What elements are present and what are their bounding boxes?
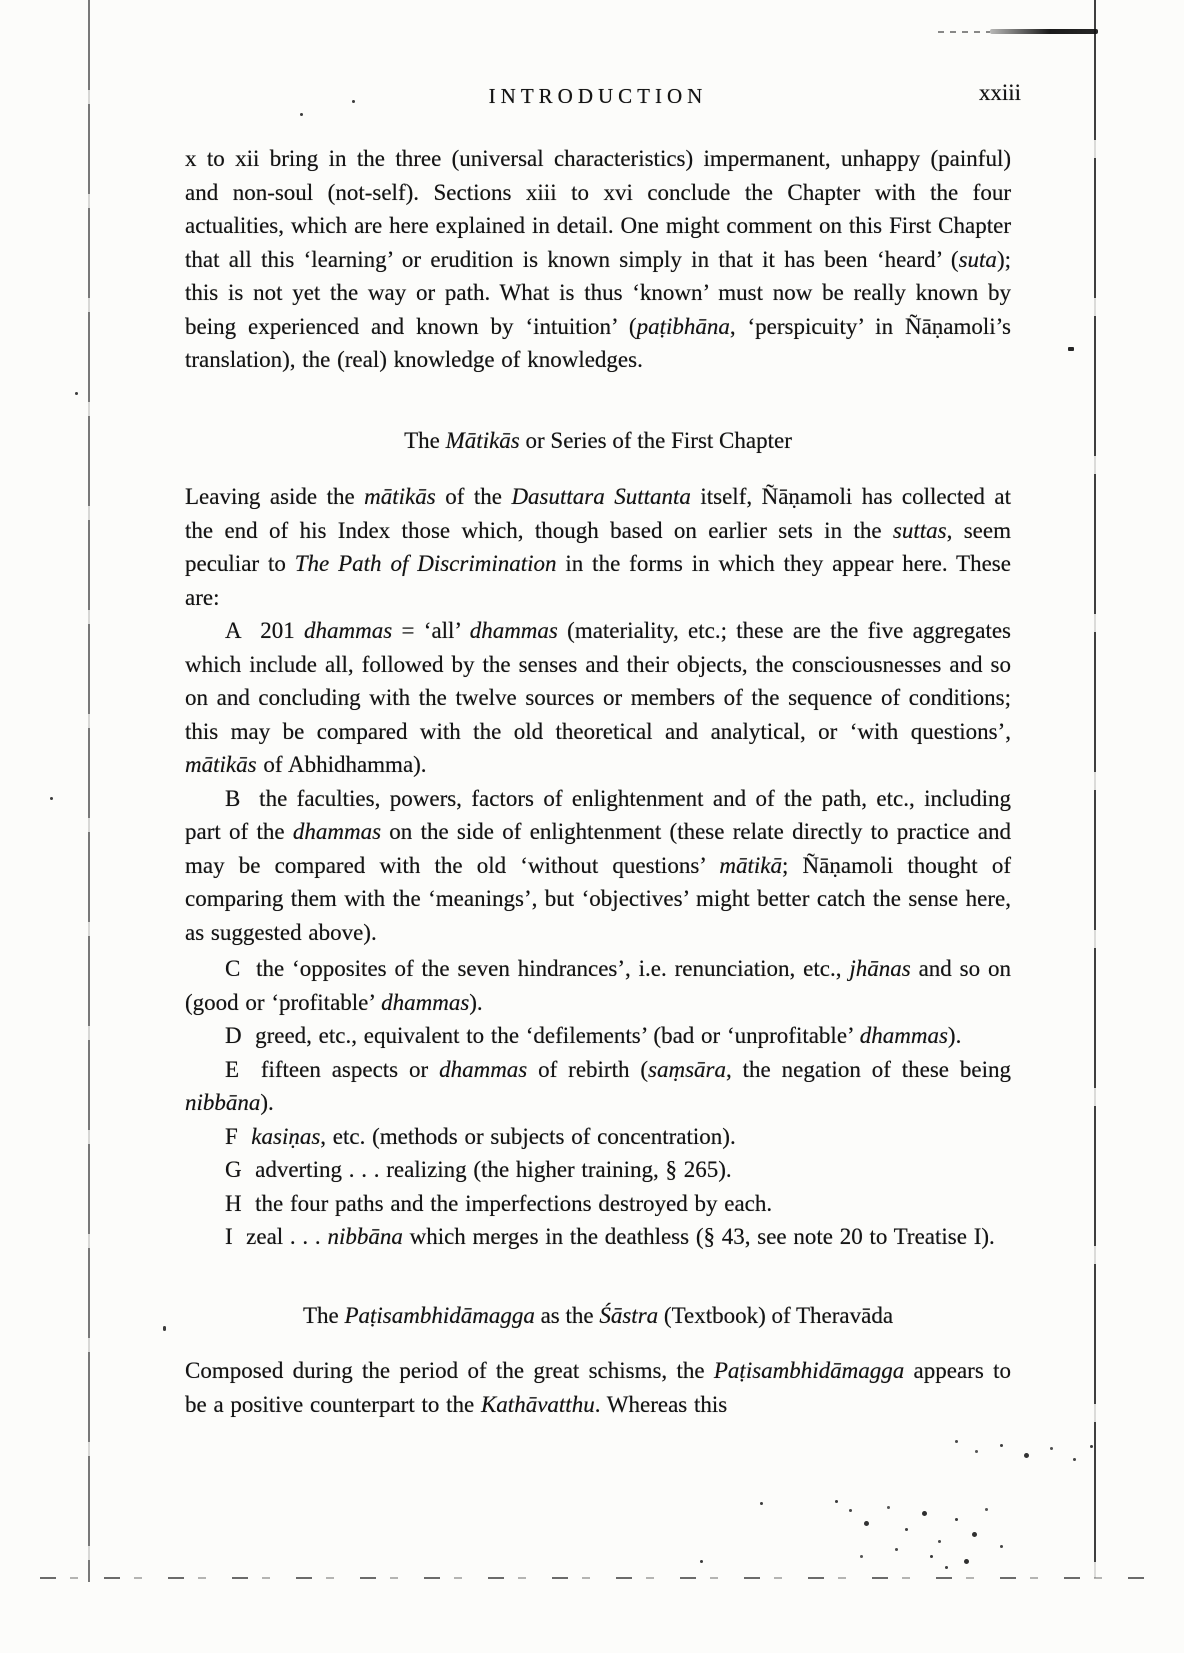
text-run: = ‘all’ (392, 618, 470, 643)
paragraph-opening (185, 142, 1011, 377)
section-heading-matikas (185, 424, 1011, 458)
paragraph-composed (185, 1354, 1011, 1421)
list-item-a (185, 614, 1011, 782)
italic-run: mātikās (364, 484, 436, 509)
italic-run: mātikās (185, 752, 257, 777)
left-fold-line (88, 0, 90, 1582)
italic-run: paṭibhāna (636, 313, 730, 339)
speck (50, 797, 53, 800)
bottom-noise-cluster-2 (955, 1440, 958, 1443)
list-item-g (185, 1153, 1011, 1187)
text-run: of the (435, 484, 512, 509)
text-run: , seem peculiar to (185, 517, 1011, 576)
list-item-h (185, 1187, 1011, 1221)
text-run: appears to be a positive counterpart to the (185, 1358, 1011, 1417)
list-item-f (185, 1120, 1011, 1154)
right-fold-line (1094, 0, 1096, 1578)
speck (75, 392, 78, 395)
text-run: in the forms in which they appear here. These are: (185, 551, 1011, 610)
page-number: xxiii (978, 80, 1021, 105)
paragraph-leaving-aside (185, 480, 1011, 614)
text-run: of rebirth ( (527, 1056, 649, 1082)
list-item-e (185, 1053, 1011, 1120)
text-run: D greed, etc., equivalent to the ‘defilements’ (bad or ‘unprofitable’ (225, 1023, 860, 1048)
page-header (185, 80, 1021, 110)
text-run: . Whereas this (594, 1391, 728, 1417)
italic-run: nibbāna (185, 1090, 261, 1115)
text-run: ); this is not yet the way or path. What is thus ‘known’ must now be really known by being experienced and known by ‘intuition’ ( (185, 246, 1011, 339)
italic-run: jhānas (849, 956, 911, 981)
list-item-i (185, 1220, 1011, 1254)
text-run: C the ‘opposites of the seven hindrances’, i.e. renunciation, etc., (225, 956, 850, 981)
margin-comma-mark (163, 1326, 166, 1331)
right-margin-mark (1068, 347, 1074, 351)
text-run: itself, Ñāṇamoli has collected at the end of his Index those which, though based on earlier sets in the (185, 484, 1011, 543)
list-item-c (185, 952, 1011, 1019)
italic-run: mātikā (719, 852, 782, 878)
text-run: and so on (good or ‘profitable’ (185, 956, 1011, 1015)
text-run: The (302, 1302, 345, 1328)
text-run: ; Ñāṇamoli thought of comparing them with the ‘meanings’, but ‘objectives’ might better catch the sense here, as suggested above). (185, 852, 1011, 945)
italic-run: Paṭisambhidāmagga (713, 1358, 905, 1383)
italic-run: dhammas (859, 1023, 948, 1048)
section-heading-sastra (185, 1299, 1011, 1333)
text-run: The (404, 427, 446, 453)
text-run: as the (534, 1302, 600, 1328)
text-run: ). (260, 1090, 274, 1115)
text-run: E fifteen aspects or (225, 1056, 440, 1082)
list-item-d (185, 1019, 1011, 1053)
italic-run: dhammas (381, 989, 470, 1015)
text-run: , the negation of these being (726, 1056, 1011, 1082)
text-run: x to xii bring in the three (universal characteristics) impermanent, unhappy (painful) and non-soul (not-self). Sections xiii to xvi conclude the Chapter with the four actualities, which are here explained in detail. One might comment on this First Chapter that all this ‘learning’ or erudition is known simply in that it has been ‘heard’ ( (185, 146, 1011, 272)
text-run: (materiality, etc.; these are the five aggregates which include all, followed by the senses and their objects, the consciousnesses and so on and concluding with the twelve sources or members of the sequence of conditions; this may be compared with the old theoretical and analytical, or ‘with questions’, (185, 618, 1011, 744)
text-run: (Textbook) of Theravāda (658, 1302, 894, 1328)
text-run: , etc. (methods or subjects of concentration). (320, 1123, 736, 1149)
italic-run: dhammas (304, 618, 393, 643)
text-run: I zeal . . . (225, 1224, 328, 1249)
text-run: H the four paths and the imperfections destroyed by each. (225, 1190, 773, 1216)
italic-run: dhammas (292, 819, 382, 844)
bottom-scan-line (40, 1577, 1152, 1579)
text-run: of Abhidhamma). (256, 752, 427, 777)
speck (700, 1560, 703, 1563)
list-item-b (185, 782, 1011, 950)
text-run: , ‘perspicuity’ in Ñāṇamoli’s translation), the (real) knowledge of knowledges. (185, 313, 1011, 372)
text-run: ). (469, 989, 483, 1015)
speck (760, 1502, 763, 1505)
italic-run: nibbāna (327, 1224, 403, 1249)
italic-run: Paṭisambhidāmagga (344, 1302, 535, 1328)
italic-run: dhammas (439, 1056, 528, 1082)
text-run: Composed during the period of the great schisms, the (185, 1358, 714, 1383)
text-run: G adverting . . . realizing (the higher training, § 265). (225, 1157, 732, 1182)
italic-run: Kathāvatthu (480, 1391, 595, 1417)
bottom-noise-cluster (835, 1500, 838, 1503)
page-title: INTRODUCTION (488, 84, 708, 108)
italic-run: dhammas (469, 618, 558, 643)
text-run: F (225, 1123, 252, 1149)
text-run: or Series of the First Chapter (519, 427, 792, 453)
italic-run: kasiṇas (251, 1123, 321, 1149)
text-run: B the faculties, powers, factors of enlightenment and of the path, etc., including part of the (185, 785, 1011, 844)
text-run: Leaving aside the (185, 484, 365, 509)
text-run: A 201 (225, 618, 305, 643)
italic-run: suta (958, 246, 997, 272)
text-run: which merges in the deathless (§ 43, see note 20 to Treatise I). (402, 1224, 995, 1249)
italic-run: saṃsāra (648, 1056, 726, 1082)
text-run: ). (947, 1023, 962, 1048)
italic-run: Mātikās (445, 427, 520, 453)
italic-run: Dasuttara Suttanta (511, 484, 691, 509)
text-run: on the side of enlightenment (these relate directly to practice and may be compared with the old ‘without questions’ (185, 819, 1012, 878)
italic-run: Śāstra (599, 1302, 659, 1328)
italic-run: suttas (892, 517, 947, 543)
scanned-page (185, 0, 1021, 1421)
italic-run: The Path of Discrimination (294, 551, 557, 576)
